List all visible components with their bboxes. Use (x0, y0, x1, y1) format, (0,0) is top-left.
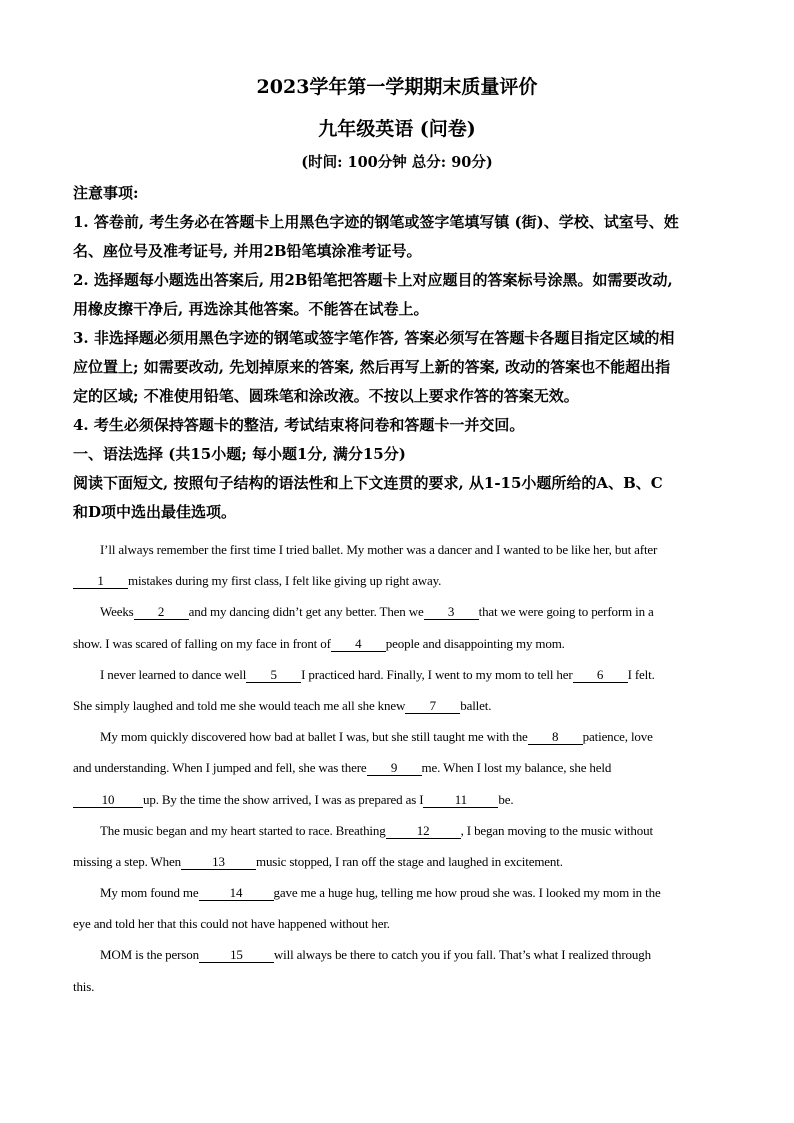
section-instruction-line-2: 和D项中选出最佳选项。 (73, 503, 237, 521)
blank-3: 3 (424, 604, 479, 620)
passage-text: My mom quickly discovered how bad at ballet I was, but she still taught me with the (100, 729, 528, 745)
note-2-line-2: 用橡皮擦干净后, 再选涂其他答案。不能答在试卷上。 (73, 300, 429, 318)
notes-heading: 注意事项: (73, 184, 139, 202)
blank-7: 7 (405, 698, 460, 714)
note-3-line-2: 应位置上; 如需要改动, 先划掉原来的答案, 然后再写上新的答案, 改动的答案也不能超出指 (73, 358, 671, 376)
passage-text: and my dancing didn’t get any better. Then we (188, 604, 424, 620)
passage-text: My mom found me (100, 885, 199, 901)
passage-line (73, 908, 723, 939)
passage-text: I’ll always remember the first time I tried ballet. My mother was a dancer and I wanted to be like her, but after (100, 542, 658, 557)
blank-9: 9 (367, 760, 422, 776)
passage-text: this. (73, 978, 95, 994)
exam-time-score: (时间: 100分钟 总分: 90分) (301, 154, 493, 171)
exam-title: 2023学年第一学期期末质量评价 (256, 76, 538, 98)
passage-text: patience, love (582, 729, 653, 745)
note-4: 4. 考生必须保持答题卡的整洁, 考试结束将问卷和答题卡一并交回。 (73, 416, 525, 434)
passage-line (73, 659, 723, 690)
note-3-line-3: 定的区域; 不准使用铅笔、圆珠笔和涂改液。不按以上要求作答的答案无效。 (73, 387, 579, 405)
passage-line (73, 846, 723, 877)
blank-13: 13 (181, 854, 256, 870)
passage-text: mistakes during my first class, I felt like giving up right away. (128, 573, 442, 589)
section-heading: 一、语法选择 (共15小题; 每小题1分, 满分15分) (73, 445, 406, 463)
blank-8: 8 (528, 729, 583, 745)
passage-text: and understanding. When I jumped and fell, she was there (73, 760, 367, 776)
passage-text: eye and told her that this could not have happened without her. (73, 916, 390, 932)
section-instruction-line-1: 阅读下面短文, 按照句子结构的语法性和上下文连贯的要求, 从1-15小题所给的A、B、C (73, 474, 663, 492)
note-1-line-1: 1. 答卷前, 考生务必在答题卡上用黑色字迹的钢笔或签字笔填写镇 (街)、学校、试室号、姓 (73, 213, 679, 231)
note-1-line-2: 名、座位号及准考证号, 并用2B铅笔填涂准考证号。 (73, 242, 422, 260)
blank-10: 10 (73, 792, 143, 808)
passage-text: I practiced hard. Finally, I went to my mom to tell her (301, 666, 573, 682)
blank-14: 14 (199, 885, 274, 901)
blank-4: 4 (331, 636, 386, 652)
cloze-passage (73, 534, 723, 1002)
passage-line (73, 690, 723, 721)
passage-text: me. When I lost my balance, she held (421, 760, 612, 776)
passage-line (73, 628, 723, 659)
blank-15: 15 (199, 947, 274, 963)
passage-line (73, 815, 723, 846)
passage-line (73, 721, 723, 752)
note-3-line-1: 3. 非选择题必须用黑色字迹的钢笔或签字笔作答, 答案必须写在答题卡各题目指定区域的相 (73, 329, 675, 347)
blank-2: 2 (134, 604, 189, 620)
passage-text: that we were going to perform in a (478, 604, 654, 620)
passage-text: missing a step. When (73, 853, 181, 869)
passage-text: I never learned to dance well (100, 666, 247, 682)
passage-text: , I began moving to the music without (460, 822, 653, 838)
blank-12: 12 (386, 823, 461, 839)
passage-line (73, 596, 723, 627)
passage-text: The music began and my heart started to race. Breathing (100, 822, 386, 838)
blank-5: 5 (246, 667, 301, 683)
passage-line (73, 534, 723, 565)
passage-text: MOM is the person (100, 947, 199, 963)
passage-text: ballet. (460, 697, 492, 713)
blank-6: 6 (573, 667, 628, 683)
passage-text: I felt. (627, 666, 655, 682)
passage-text: up. By the time the show arrived, I was as prepared as I (143, 791, 424, 807)
passage-line (73, 784, 723, 815)
passage-text: be. (498, 791, 514, 807)
passage-text: Weeks (100, 604, 134, 620)
passage-text: will always be there to catch you if you fall. That’s what I realized through (273, 947, 651, 963)
notes-section (73, 179, 723, 527)
passage-line (73, 939, 723, 970)
blank-1: 1 (73, 573, 128, 589)
passage-text: show. I was scared of falling on my face in front of (73, 635, 331, 651)
note-2-line-1: 2. 选择题每小题选出答案后, 用2B铅笔把答题卡上对应题目的答案标号涂黑。如需要改动, (73, 271, 673, 289)
exam-subtitle: 九年级英语 (问卷) (318, 118, 476, 140)
blank-11: 11 (423, 792, 498, 808)
passage-text: music stopped, I ran off the stage and laughed in excitement. (255, 853, 563, 869)
passage-line (73, 877, 723, 908)
passage-text: gave me a huge hug, telling me how proud she was. I looked my mom in the (273, 885, 661, 901)
passage-text: people and disappointing my mom. (385, 635, 565, 651)
passage-text: She simply laughed and told me she would teach me all she knew (73, 697, 406, 713)
passage-line (73, 971, 723, 1002)
passage-line (73, 752, 723, 783)
passage-line (73, 565, 723, 596)
